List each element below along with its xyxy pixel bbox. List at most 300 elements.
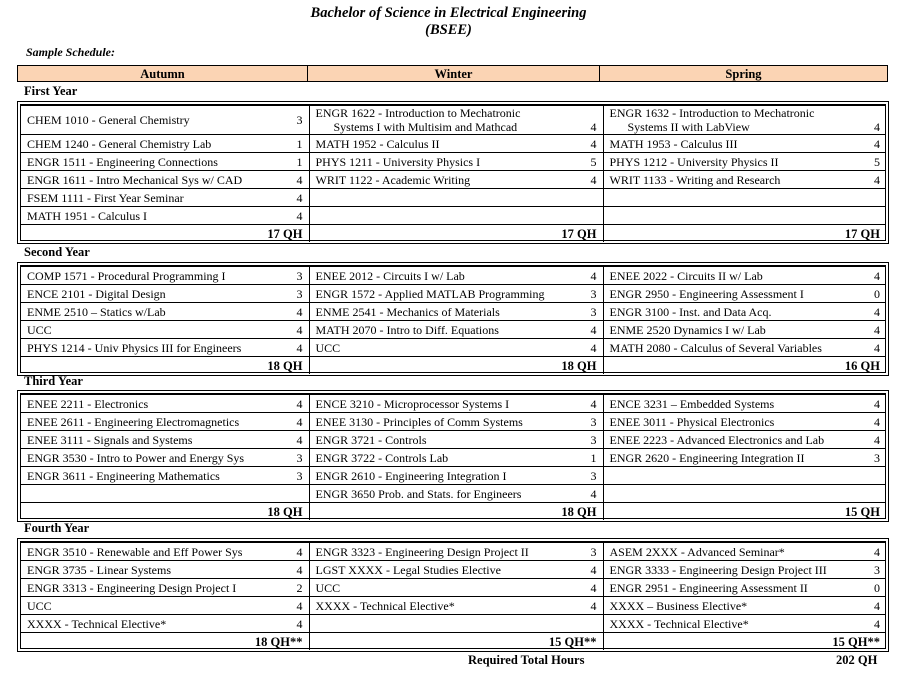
course-name: ENGR 2610 - Engineering Integration I (315, 468, 507, 483)
course-credits: 4 (590, 120, 597, 134)
document-subtitle: (BSEE) (425, 22, 472, 38)
course-name: ENGR 1511 - Engineering Connections (27, 154, 218, 169)
course-entry (27, 269, 303, 283)
course-cell-spring (603, 485, 886, 503)
course-name: ENGR 3510 - Renewable and Eff Power Sys (27, 544, 243, 559)
required-total-label: Required Total Hours (468, 653, 585, 667)
course-credits: 3 (874, 562, 880, 577)
year-table-frame (20, 265, 886, 373)
course-name: MATH 2070 - Intro to Diff. Equations (315, 322, 499, 337)
course-credits: 3 (590, 286, 597, 301)
table-row (21, 615, 886, 633)
table-row (21, 207, 886, 225)
course-cell-winter (309, 207, 603, 225)
course-name: ENCE 3231 – Embedded Systems (609, 396, 775, 411)
course-entry (27, 137, 303, 151)
table-row (21, 303, 886, 321)
course-entry (610, 155, 881, 169)
course-credits: 4 (590, 598, 597, 613)
course-cell-spring (603, 339, 886, 357)
course-entry (610, 617, 881, 631)
course-name: ENGR 3100 - Inst. and Data Acq. (609, 304, 772, 319)
course-cell-autumn (21, 153, 309, 171)
course-entry (316, 323, 597, 337)
course-cell-winter (309, 171, 603, 189)
course-cell-autumn (21, 207, 309, 225)
course-entry (610, 397, 881, 411)
course-cell-autumn (21, 561, 309, 579)
course-name: ENEE 3111 - Signals and Systems (27, 432, 193, 447)
course-name: ENEE 2223 - Advanced Electronics and Lab (609, 432, 825, 447)
course-cell-spring (603, 597, 886, 615)
course-credits: 4 (296, 432, 303, 447)
course-entry (610, 323, 881, 337)
course-name: ENEE 2022 - Circuits II w/ Lab (609, 268, 763, 283)
course-credits: 4 (874, 544, 880, 559)
course-credits: 4 (874, 396, 880, 411)
course-name: UCC (315, 580, 341, 595)
course-cell-autumn (21, 285, 309, 303)
course-name: UCC (315, 340, 341, 355)
season-header-row (17, 65, 888, 82)
table-row (21, 153, 886, 171)
course-name: ENEE 2211 - Electronics (27, 396, 149, 411)
course-cell-spring (603, 321, 886, 339)
term-total: 17 QH (21, 225, 309, 243)
course-cell-spring (603, 189, 886, 207)
course-credits: 3 (296, 286, 303, 301)
year-table-frame (20, 104, 886, 241)
course-entry (316, 545, 597, 559)
term-total: 18 QH** (21, 633, 309, 651)
course-entry (27, 469, 303, 483)
course-cell-spring (603, 615, 886, 633)
course-name: ENEE 2611 - Engineering Electromagnetics (27, 414, 240, 429)
table-row (21, 431, 886, 449)
course-credits: 4 (590, 486, 597, 501)
course-credits: 4 (296, 598, 303, 613)
course-credits: 3 (296, 468, 303, 483)
course-cell-spring (603, 285, 886, 303)
course-name: ENEE 3130 - Principles of Comm Systems (315, 414, 523, 429)
course-credits: 4 (874, 616, 880, 631)
course-table (21, 105, 886, 242)
term-total: 18 QH (309, 357, 603, 375)
course-name: ENGR 3650 Prob. and Stats. for Engineers (315, 486, 522, 501)
course-name: CHEM 1010 - General Chemistry (27, 113, 190, 127)
term-total: 18 QH (21, 503, 309, 521)
table-row (21, 543, 886, 561)
table-row (21, 285, 886, 303)
course-entry (27, 305, 303, 319)
course-name: CHEM 1240 - General Chemistry Lab (27, 136, 212, 151)
course-cell-winter (309, 303, 603, 321)
course-entry (316, 341, 597, 355)
course-cell-autumn (21, 189, 309, 207)
course-name-line1: ENGR 1622 - Introduction to Mechatronic (315, 106, 521, 120)
course-cell-autumn (21, 449, 309, 467)
course-entry (610, 137, 881, 151)
course-cell-spring (603, 395, 886, 413)
course-cell-autumn (21, 413, 309, 431)
course-credits: 4 (874, 304, 880, 319)
course-cell-autumn (21, 267, 309, 285)
course-credits: 3 (296, 113, 303, 127)
course-cell-winter (309, 615, 603, 633)
course-table (21, 394, 886, 520)
course-name: WRIT 1122 - Academic Writing (315, 172, 471, 187)
course-credits: 4 (296, 544, 303, 559)
course-cell-autumn (21, 135, 309, 153)
course-credits: 4 (590, 322, 597, 337)
term-total: 15 QH** (603, 633, 886, 651)
course-entry (27, 397, 303, 411)
course-entry (27, 433, 303, 447)
year-block (17, 262, 889, 376)
course-entry (610, 269, 881, 283)
course-name: ENGR 1572 - Applied MATLAB Programming (315, 286, 545, 301)
course-credits: 3 (590, 432, 597, 447)
course-credits: 4 (874, 598, 880, 613)
course-cell-autumn (21, 597, 309, 615)
course-entry (316, 287, 597, 301)
course-name: ENGR 3722 - Controls Lab (315, 450, 449, 465)
table-row (21, 171, 886, 189)
course-cell-spring (603, 171, 886, 189)
course-entry (316, 469, 597, 483)
course-cell-spring (603, 449, 886, 467)
course-credits: 4 (590, 580, 597, 595)
course-credits: 3 (590, 304, 597, 319)
course-cell-autumn (21, 106, 309, 135)
course-name: ENME 2520 Dynamics I w/ Lab (609, 322, 766, 337)
course-entry (27, 323, 303, 337)
course-name (316, 106, 521, 134)
course-cell-spring (603, 579, 886, 597)
course-cell-spring (603, 431, 886, 449)
course-cell-autumn (21, 431, 309, 449)
course-entry (316, 487, 597, 501)
course-entry (316, 155, 597, 169)
totals-row (21, 357, 886, 375)
course-name: PHYS 1212 - University Physics II (609, 154, 779, 169)
course-table (21, 542, 886, 650)
table-row (21, 449, 886, 467)
year-table-frame (20, 541, 886, 649)
course-name: ENGR 3333 - Engineering Design Project III (609, 562, 827, 577)
course-cell-spring (603, 135, 886, 153)
course-cell-winter (309, 153, 603, 171)
course-name: ENGR 3735 - Linear Systems (27, 562, 171, 577)
course-credits: 4 (874, 172, 880, 187)
course-entry (610, 433, 881, 447)
course-entry (610, 287, 881, 301)
course-table (21, 266, 886, 374)
course-name: PHYS 1211 - University Physics I (315, 154, 481, 169)
course-entry (27, 341, 303, 355)
course-credits: 4 (874, 432, 880, 447)
course-credits: 4 (296, 304, 303, 319)
required-total-value: 202 QH (836, 653, 878, 667)
course-credits: 3 (590, 544, 597, 559)
course-name: MATH 1952 - Calculus II (315, 136, 440, 151)
course-credits: 5 (590, 154, 597, 169)
table-row (21, 321, 886, 339)
course-cell-autumn (21, 485, 309, 503)
course-cell-autumn (21, 321, 309, 339)
term-total: 18 QH (309, 503, 603, 521)
course-name: ENGR 2620 - Engineering Integration II (609, 450, 805, 465)
course-entry (610, 599, 881, 613)
course-cell-winter (309, 431, 603, 449)
course-credits: 4 (296, 562, 303, 577)
course-entry (610, 563, 881, 577)
course-credits: 3 (874, 450, 880, 465)
course-name: ENGR 1611 - Intro Mechanical Sys w/ CAD (27, 172, 243, 187)
course-cell-spring (603, 413, 886, 431)
course-cell-autumn (21, 467, 309, 485)
course-cell-winter (309, 485, 603, 503)
course-entry (27, 545, 303, 559)
course-cell-winter (309, 106, 603, 135)
table-row (21, 561, 886, 579)
course-cell-spring (603, 303, 886, 321)
sample-schedule-label: Sample Schedule: (26, 45, 115, 59)
course-name: ENGR 2950 - Engineering Assessment I (609, 286, 804, 301)
course-credits: 4 (590, 268, 597, 283)
course-name: ENGR 3530 - Intro to Power and Energy Sys (27, 450, 245, 465)
course-entry (27, 173, 303, 187)
course-credits: 4 (296, 208, 303, 223)
course-name: PHYS 1214 - Univ Physics III for Engineers (27, 340, 242, 355)
year-block (17, 101, 889, 244)
term-total: 15 QH (603, 503, 886, 521)
course-entry (316, 173, 597, 187)
course-cell-autumn (21, 543, 309, 561)
course-entry (316, 581, 597, 595)
course-cell-autumn (21, 171, 309, 189)
course-name: LGST XXXX - Legal Studies Elective (315, 562, 501, 577)
course-credits: 1 (296, 136, 303, 151)
course-entry (316, 137, 597, 151)
course-entry (610, 305, 881, 319)
course-cell-winter (309, 267, 603, 285)
course-entry (27, 209, 303, 223)
course-entry (610, 451, 881, 465)
course-entry (610, 545, 881, 559)
course-cell-winter (309, 395, 603, 413)
course-credits: 4 (874, 268, 880, 283)
course-name: XXXX - Technical Elective* (315, 598, 455, 613)
course-credits: 4 (874, 120, 880, 134)
course-entry (316, 563, 597, 577)
year-table-frame (20, 393, 886, 519)
course-entry (27, 563, 303, 577)
table-row (21, 267, 886, 285)
course-name: MATH 1951 - Calculus I (27, 208, 147, 223)
course-cell-spring (603, 207, 886, 225)
course-name: XXXX – Business Elective* (609, 598, 748, 613)
course-name: XXXX - Technical Elective* (27, 616, 167, 631)
table-row (21, 579, 886, 597)
course-credits: 4 (296, 340, 303, 355)
course-name: ENCE 2101 - Digital Design (27, 286, 166, 301)
course-cell-autumn (21, 615, 309, 633)
course-cell-winter (309, 579, 603, 597)
course-name-line2: Systems I with Multisim and Mathcad (333, 120, 518, 134)
year-label: Third Year (24, 374, 83, 388)
course-name: ENGR 3611 - Engineering Mathematics (27, 468, 220, 483)
course-credits: 3 (590, 468, 597, 483)
course-entry (316, 305, 597, 319)
course-credits: 2 (296, 580, 303, 595)
course-entry (316, 433, 597, 447)
course-entry (610, 415, 881, 429)
course-name: MATH 2080 - Calculus of Several Variables (609, 340, 822, 355)
course-name: ENGR 3313 - Engineering Design Project I (27, 580, 237, 595)
course-credits: 4 (874, 340, 880, 355)
course-cell-winter (309, 449, 603, 467)
course-entry (27, 581, 303, 595)
course-credits: 4 (874, 414, 880, 429)
course-credits: 4 (590, 562, 597, 577)
course-credits: 5 (874, 154, 880, 169)
course-name: ENGR 2951 - Engineering Assessment II (609, 580, 808, 595)
course-name: XXXX - Technical Elective* (609, 616, 749, 631)
course-entry (27, 599, 303, 613)
course-cell-spring (603, 153, 886, 171)
year-label: Second Year (24, 245, 90, 259)
course-credits: 4 (296, 396, 303, 411)
course-entry (610, 581, 881, 595)
table-row (21, 106, 886, 135)
course-credits: 4 (590, 172, 597, 187)
course-name: ENEE 3011 - Physical Electronics (609, 414, 775, 429)
course-cell-autumn (21, 339, 309, 357)
course-cell-winter (309, 135, 603, 153)
course-credits: 3 (296, 268, 303, 283)
course-name: UCC (27, 598, 52, 613)
course-credits: 4 (296, 172, 303, 187)
term-total: 16 QH (603, 357, 886, 375)
totals-row (21, 225, 886, 243)
header-winter: Winter (308, 66, 600, 81)
course-cell-spring (603, 467, 886, 485)
course-credits: 0 (874, 580, 880, 595)
course-credits: 3 (296, 450, 303, 465)
term-total: 17 QH (309, 225, 603, 243)
course-credits: 3 (590, 414, 597, 429)
course-credits: 1 (296, 154, 303, 169)
totals-row (21, 503, 886, 521)
document-title: Bachelor of Science in Electrical Engineering (310, 5, 587, 21)
course-entry (610, 173, 881, 187)
course-cell-autumn (21, 579, 309, 597)
course-credits: 1 (590, 450, 597, 465)
course-credits: 4 (590, 340, 597, 355)
course-name-line1: ENGR 1632 - Introduction to Mechatronic (609, 106, 815, 120)
course-cell-winter (309, 189, 603, 207)
course-entry (316, 599, 597, 613)
year-label: Fourth Year (24, 521, 90, 535)
header-spring: Spring (725, 67, 762, 81)
course-name: ENGR 3323 - Engineering Design Project II (315, 544, 529, 559)
table-row (21, 413, 886, 431)
table-row (21, 485, 886, 503)
course-entry (27, 191, 303, 205)
totals-row (21, 633, 886, 651)
course-entry (27, 113, 303, 127)
course-cell-winter (309, 561, 603, 579)
course-entry (316, 269, 597, 283)
course-name: ENME 2541 - Mechanics of Materials (315, 304, 500, 319)
course-entry (27, 617, 303, 631)
course-cell-autumn (21, 303, 309, 321)
course-name: ENME 2510 – Statics w/Lab (27, 304, 166, 319)
term-total: 18 QH (21, 357, 309, 375)
course-entry (27, 415, 303, 429)
course-cell-spring (603, 561, 886, 579)
course-credits: 4 (296, 414, 303, 429)
course-entry (316, 106, 597, 134)
course-cell-winter (309, 339, 603, 357)
course-cell-spring (603, 106, 886, 135)
year-block (17, 538, 889, 652)
term-total: 15 QH** (309, 633, 603, 651)
course-entry (610, 341, 881, 355)
course-entry (316, 397, 597, 411)
course-credits: 4 (874, 136, 880, 151)
year-label: First Year (24, 84, 78, 98)
course-credits: 4 (296, 190, 303, 205)
table-row (21, 395, 886, 413)
course-name: ENCE 3210 - Microprocessor Systems I (315, 396, 510, 411)
table-row (21, 339, 886, 357)
course-credits: 4 (590, 136, 597, 151)
course-entry (316, 415, 597, 429)
course-name: ENEE 2012 - Circuits I w/ Lab (315, 268, 465, 283)
term-total: 17 QH (603, 225, 886, 243)
course-cell-spring (603, 267, 886, 285)
year-block (17, 390, 889, 522)
course-entry (610, 106, 881, 134)
course-credits: 0 (874, 286, 880, 301)
course-entry (27, 451, 303, 465)
course-credits: 4 (296, 616, 303, 631)
course-cell-winter (309, 413, 603, 431)
course-credits: 4 (874, 322, 880, 337)
course-cell-winter (309, 543, 603, 561)
course-credits: 4 (590, 396, 597, 411)
course-cell-spring (603, 543, 886, 561)
course-name (610, 106, 815, 134)
course-name: ENGR 3721 - Controls (315, 432, 427, 447)
course-cell-autumn (21, 395, 309, 413)
course-entry (27, 155, 303, 169)
course-name: ASEM 2XXX - Advanced Seminar* (609, 544, 785, 559)
course-name-line2: Systems II with LabView (627, 120, 750, 134)
table-row (21, 597, 886, 615)
course-name: COMP 1571 - Procedural Programming I (27, 268, 226, 283)
course-cell-winter (309, 597, 603, 615)
course-name: MATH 1953 - Calculus III (609, 136, 738, 151)
course-cell-winter (309, 285, 603, 303)
course-name: WRIT 1133 - Writing and Research (609, 172, 781, 187)
course-cell-winter (309, 321, 603, 339)
course-entry (316, 451, 597, 465)
table-row (21, 467, 886, 485)
course-name: UCC (27, 322, 52, 337)
